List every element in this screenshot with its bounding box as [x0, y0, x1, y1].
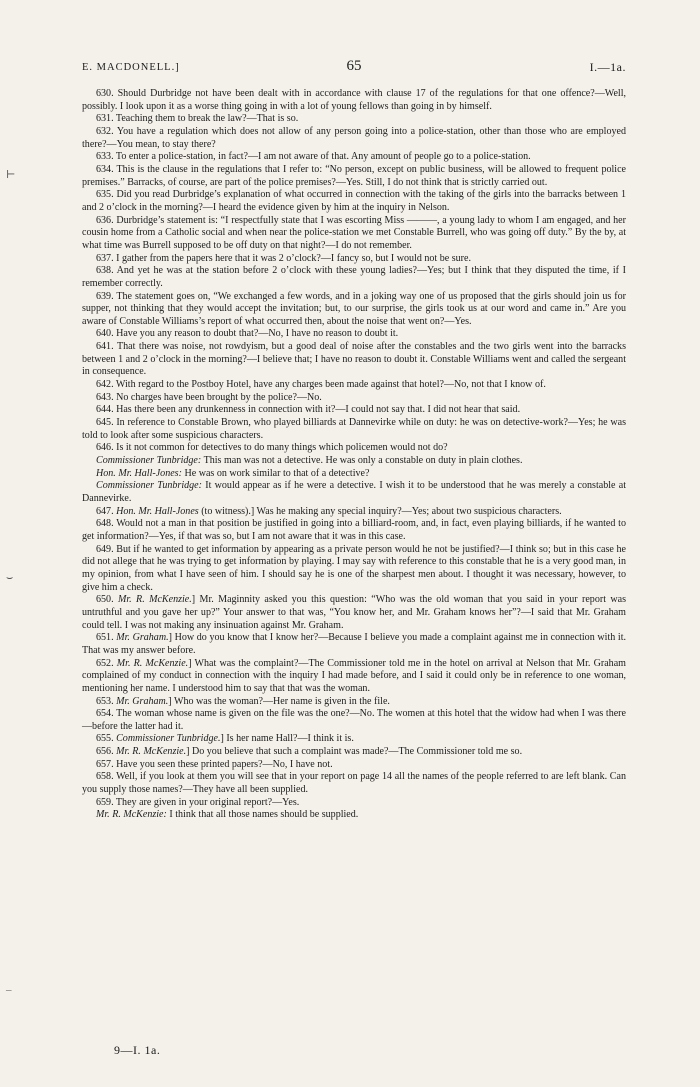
paragraph: 634. This is the clause in the regulations that I refer to: “No person, except on public business, will be allowed to frequent police premises.” Barracks, of course, are part of the police premises?—Yes. Still, I do not think that is strictly carried out.: [82, 163, 626, 188]
paragraph: 631. Teaching them to break the law?—That is so.: [96, 113, 299, 125]
paragraph: Mr. R. McKenzie: I think that all those names should be supplied.: [96, 809, 359, 821]
paragraph: 653. Mr. Graham.] Who was the woman?—Her name is given in the file.: [96, 695, 390, 707]
paragraph: 652. Mr. R. McKenzie.] What was the complaint?—The Commissioner told me in the hotel on arrival at Nelson that Mr. Graham complained of my conduct in connection with the inquiry I had made before, and I said it could only be in reference to one woman, mentioning her name. I understood him to say that that was the woman.: [82, 657, 626, 694]
paragraph: 640. Have you any reason to doubt that?—No, I have no reason to doubt it.: [96, 328, 399, 340]
paragraph: 655. Commissioner Tunbridge.] Is her name Hall?—I think it is.: [96, 733, 354, 745]
paragraph: 638. And yet he was at the station before 2 o’clock with these young ladies?—Yes; but I think that they disputed the time, if I remember correctly.: [82, 265, 626, 289]
paragraph: 646. Is it not common for detectives to do many things which policemen would not do?: [96, 442, 448, 454]
header-paper-reference: I.—1a.: [589, 60, 626, 74]
paragraph: 650. Mr. R. McKenzie.] Mr. Maginnity asked you this question: “Who was the old woman that you said in your report was untruthful and you gave her up?” Your answer to that was, “You know her, and Mr. Graham knows her”?—I said that Mr. Graham could tell. I was not making any insinuation against Mr. Graham.: [82, 594, 627, 631]
page-header: [82, 58, 626, 80]
paragraph: 633. To enter a police-station, in fact?—I am not aware of that. Any amount of people go to a police-station.: [96, 151, 531, 163]
paragraph: 648. Would not a man in that position be justified in going into a billiard-room, and, in fact, even playing billiards, if he wanted to get information?—Yes, if that was so, but I am not aware that it was in this case.: [82, 518, 626, 542]
paragraph: 636. Durbridge’s statement is: “I respectfully state that I was escorting Miss ———, a young lady to whom I am engaged, and her cousin home from a Catholic social and when near the police-station we met Constable Burrell, who was going off duty.” By the by, at what time was Burrell supposed to be off duty on that night?—I do not remember.: [82, 214, 626, 251]
paragraph: 657. Have you seen these printed papers?—No, I have not.: [96, 758, 333, 770]
margin-mark: ⌣: [6, 572, 14, 584]
paragraph: 632. You have a regulation which does not allow of any person going into a police-station, other than those who are employed there?—You mean, to stay there?: [82, 125, 626, 150]
margin-mark: –: [6, 984, 12, 996]
paragraph: Commissioner Tunbridge: It would appear as if he were a detective. I wish it to be understood that he was merely a constable at Dannevirke.: [82, 480, 627, 504]
margin-mark: ⊢: [6, 169, 16, 181]
paragraph: 643. No charges have been brought by the police?—No.: [96, 391, 322, 403]
paragraph: 641. That there was noise, not rowdyism, but a good deal of noise after the constables and the two girls went into the barracks between 1 and 2 o’clock in the morning?—I believe that; I have no reason to doubt it. Constable Williams went and called the sergeant in consequence.: [82, 341, 626, 378]
paragraph: 647. Hon. Mr. Hall-Jones (to witness).] Was he making any special inquiry?—Yes; about two suspicious characters.: [96, 505, 562, 517]
paragraph: 659. They are given in your original report?—Yes.: [96, 796, 300, 808]
paragraph: 656. Mr. R. McKenzie.] Do you believe that such a complaint was made?—The Commissioner told me so.: [96, 746, 523, 758]
page-number: 65: [346, 58, 362, 74]
paragraph: 630. Should Durbridge not have been dealt with in accordance with clause 17 of the regulations for that one offence?—Well, possibly. I look upon it as a worse thing going in with a lot of young fellows than going in by himself.: [82, 88, 626, 112]
paragraph: 658. Well, if you look at them you will see that in your report on page 14 all the names of the people referred to are left blank. Can you supply those names?—They have all been supplied.: [82, 771, 626, 796]
paragraph: 645. In reference to Constable Brown, who played billiards at Dannevirke while on duty: he was on detective-work?—Yes; he was told to look after some suspicious characters.: [82, 417, 626, 441]
paragraph: Hon. Mr. Hall-Jones: He was on work similar to that of a detective?: [96, 467, 370, 479]
paragraph: 654. The woman whose name is given on the file was the one?—No. The women at this hotel that the widow had when I was there—before the latter had it.: [82, 708, 626, 732]
document-body: [82, 88, 626, 822]
paragraph: 644. Has there been any drunkenness in connection with it?—I could not say that. I did not hear that said.: [96, 404, 521, 416]
header-witness-name: E. MACDONELL.]: [82, 62, 180, 73]
paragraph: 651. Mr. Graham.] How do you know that I know her?—Because I believe you made a complaint against me in connection with it. That was my answer before.: [82, 632, 627, 656]
page-signature: 9—I. 1a.: [114, 1043, 161, 1057]
paragraph: 639. The statement goes on, “We exchanged a few words, and in a joking way one of us proposed that the girls should join us for supper, not thinking that they would accept the invitation; but, to our surprise, the girls took us at our word and came in.” Are you aware of Constable Williams’s report of what occurred then, about the noise that went on?—Yes.: [82, 290, 626, 327]
paragraph: 635. Did you read Durbridge’s explanation of what occurred in connection with the taking of the girls into the barracks between 1 and 2 o’clock in the morning?—I heard the evidence given by him at the inquiry in Nelson.: [82, 189, 626, 213]
paragraph: 642. With regard to the Postboy Hotel, have any charges been made against that hotel?—No, not that I know of.: [96, 379, 546, 391]
paragraph: Commissioner Tunbridge: This man was not a detective. He was only a constable on duty in plain clothes.: [96, 455, 523, 467]
paragraph: 637. I gather from the papers here that it was 2 o’clock?—I fancy so, but I would not be sure.: [96, 252, 471, 264]
paragraph: 649. But if he wanted to get information by appearing as a private person would he not be justified?—I think so; but in this case he did not allege that he was trying to get information by playing. I may say with reference to this constable that he is a very good man, in my opinion, from what I have seen of him. I should say he is one of the sharpest men about. I thought it was necessary, however, to give him a check.: [82, 543, 626, 593]
